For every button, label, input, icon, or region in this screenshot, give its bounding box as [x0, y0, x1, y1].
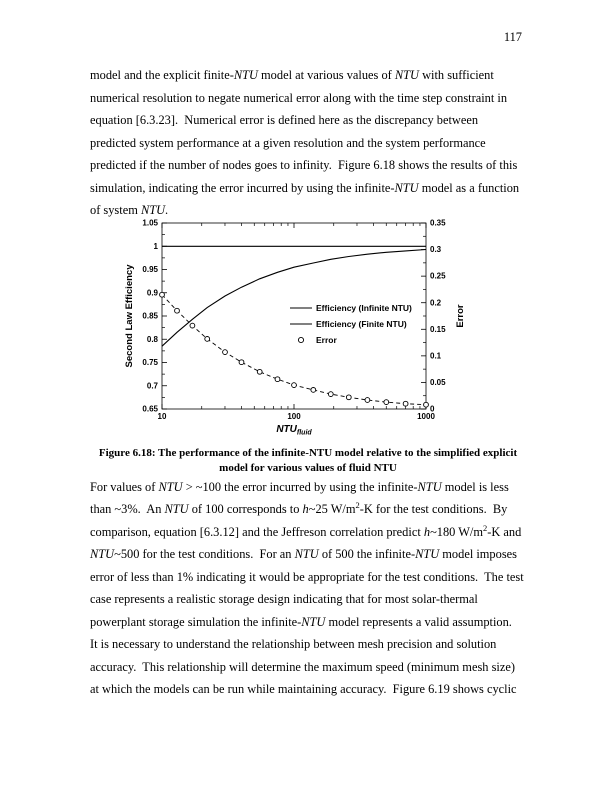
page-number: 117: [503, 30, 522, 44]
svg-text:10: 10: [157, 411, 167, 421]
svg-text:0.35: 0.35: [430, 218, 446, 228]
svg-text:0.3: 0.3: [430, 244, 442, 254]
paragraph-2: For values of NTU > ~100 the error incurred by using the infinite-NTU model is less than ~3%. An NTU of 100 corresponds to h~25 $W/m^2-K$ for the test conditions. By comparison, equation [6.3.12] and the Jeffreson correlation predict h~180 $W/m^2-K$ and NTU~500 for the test conditions. For an NTU of 500 the infinite-NTU model imposes error of less than 1% indicating it would be appropriate for the test conditions. The test case represents a realistic storage design indicating that for most solar-thermal powerplant storage simulation the infinite-NTU model represents a valid assumption.: [90, 479, 527, 629]
svg-text:0.2: 0.2: [430, 297, 442, 307]
svg-text:1000: 1000: [417, 411, 435, 421]
svg-text:NTUfluid: $NTU_{fluid}$: [276, 423, 312, 436]
svg-text:Efficiency (Finite NTU): Efficiency (Finite NTU): [316, 318, 407, 329]
svg-text:Error: Error: [316, 334, 337, 345]
svg-text:Efficiency (Infinite NTU): Efficiency (Infinite NTU): [316, 302, 412, 313]
figure-6-18: [120, 208, 480, 444]
svg-text:0: 0: [430, 404, 435, 414]
svg-text:0.85: 0.85: [142, 311, 158, 321]
svg-text:0.7: 0.7: [146, 380, 158, 390]
svg-text:0.75: 0.75: [142, 357, 158, 367]
svg-text:0.9: 0.9: [146, 287, 158, 297]
svg-text:1.05: 1.05: [142, 218, 158, 228]
text-column: [90, 64, 526, 701]
figure-caption: Figure 6.18: The performance of the infinite-NTU model relative to the simplified explicit model for various values of fluid NTU: [98, 446, 518, 474]
svg-text:0.1: 0.1: [430, 350, 442, 360]
svg-text:1: 1: [153, 241, 158, 251]
paragraph-1: model and the explicit finite-NTU model at various values of NTU with sufficient numerical resolution to negate numerical error along with the time step constraint in equation [6.3.23]. Numerical error is defined here as the discrepancy between predicted system performance at a given resolution and the system performance predicted if the number of nodes goes to infinity. Figure 6.18 shows the results of this simulation, indicating the error incurred by using the infinite-NTU model as a function of system NTU.: [90, 68, 523, 217]
svg-text:100: 100: [287, 411, 301, 421]
figure-chart: [120, 208, 480, 444]
paragraph-3: It is necessary to understand the relationship between mesh precision and solution accuracy. This relationship will determine the maximum speed (minimum mesh size) at which the models can be run while maintaining accuracy. Figure 6.19 shows cyclic: [90, 637, 519, 696]
svg-text:Error: Error: [455, 303, 466, 328]
svg-text:0.65: 0.65: [142, 404, 158, 414]
svg-text:Second Law Efficiency: Second Law Efficiency: [124, 264, 135, 367]
svg-text:0.25: 0.25: [430, 271, 446, 281]
svg-text:0.05: 0.05: [430, 377, 446, 387]
svg-text:0.95: 0.95: [142, 264, 158, 274]
svg-text:0.15: 0.15: [430, 324, 446, 334]
svg-text:0.8: 0.8: [146, 334, 158, 344]
